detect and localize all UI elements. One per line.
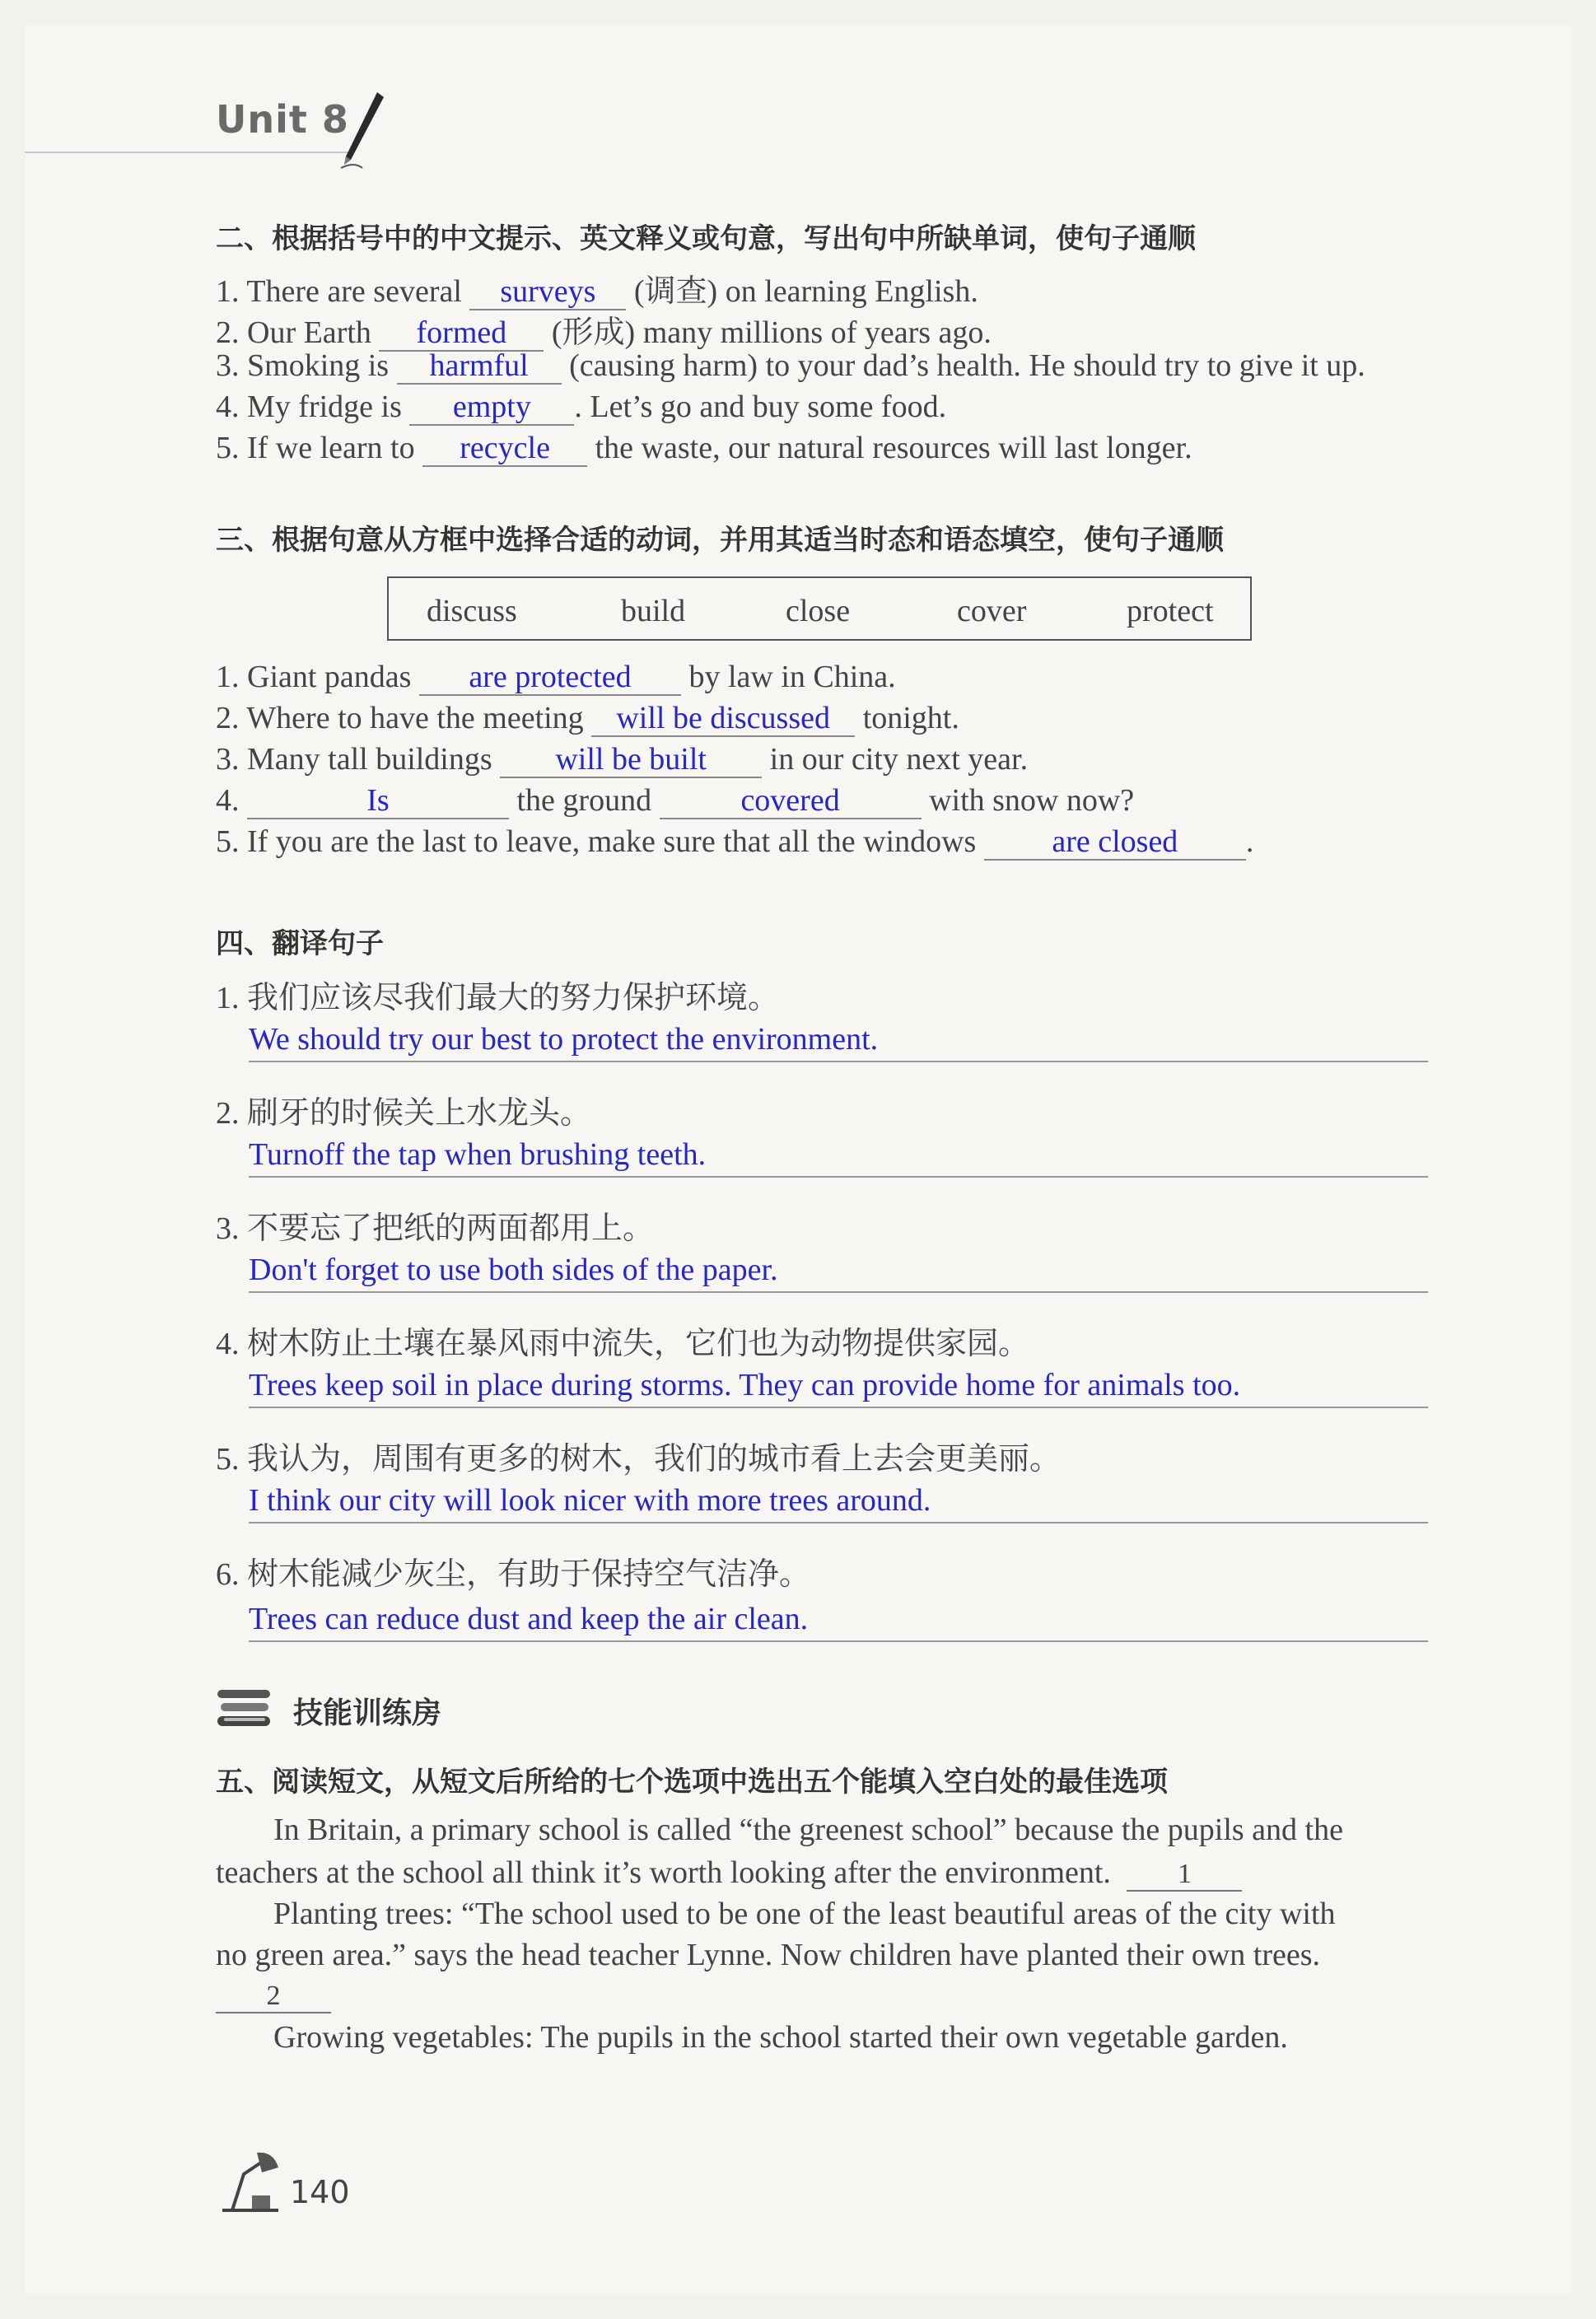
s2-item-5-after: the waste, our natural resources will last longer. bbox=[595, 431, 1192, 465]
s3-item-1 bbox=[216, 659, 896, 696]
s2-item-1-before: 1. There are several bbox=[216, 274, 462, 309]
s3-item-3-answer: will be built bbox=[500, 744, 762, 778]
s2-item-4 bbox=[216, 389, 946, 426]
skills-title: 技能训练房 bbox=[293, 1696, 442, 1730]
unit-title: Unit 8 bbox=[216, 97, 349, 142]
s3-item-2-answer: will be discussed bbox=[591, 702, 855, 737]
s3-item-3 bbox=[216, 741, 1028, 778]
word-close: close bbox=[786, 594, 851, 628]
s5-blank-2: 2 bbox=[216, 1981, 331, 2013]
s4-answer-1-rule bbox=[249, 1061, 1428, 1062]
s4-answer-4-rule bbox=[249, 1407, 1428, 1408]
s3-item-5 bbox=[216, 824, 1253, 861]
s3-item-4-answer1: Is bbox=[247, 785, 509, 819]
s4-question-1: 1. 我们应该尽我们最大的努力保护环境。 bbox=[216, 981, 780, 1015]
s2-item-3-answer: harmful bbox=[397, 350, 562, 385]
s2-item-1 bbox=[216, 265, 978, 310]
s4-question-2: 2. 刷牙的时候关上水龙头。 bbox=[216, 1096, 592, 1131]
s3-item-2 bbox=[216, 700, 959, 737]
word-build: build bbox=[621, 594, 686, 628]
s2-item-3-before: 3. Smoking is bbox=[216, 348, 390, 383]
s5-para2-line1: Planting trees: “The school used to be one of the least beautiful areas of the city with bbox=[273, 1897, 1336, 1931]
s4-answer-6: Trees can reduce dust and keep the air clean. bbox=[249, 1602, 809, 1636]
s3-item-4 bbox=[216, 782, 1134, 819]
s4-answer-3-rule bbox=[249, 1291, 1428, 1293]
s2-item-5 bbox=[216, 430, 1192, 467]
s2-item-2 bbox=[216, 306, 992, 352]
s3-item-3-after: in our city next year. bbox=[769, 742, 1029, 777]
word-protect: protect bbox=[1127, 594, 1214, 628]
s5-blank-1: 1 bbox=[1127, 1859, 1242, 1892]
s3-item-5-answer: are closed bbox=[984, 826, 1246, 861]
s2-item-4-before: 4. My fridge is bbox=[216, 390, 402, 424]
s3-item-1-answer: are protected bbox=[419, 661, 681, 696]
page-number: 140 bbox=[290, 2174, 350, 2210]
s2-item-4-answer: empty bbox=[409, 391, 574, 426]
s4-question-4: 4. 树木防止土壤在暴风雨中流失，它们也为动物提供家园。 bbox=[216, 1327, 1030, 1361]
s2-item-2-after: (形成) many millions of years ago. bbox=[551, 315, 992, 350]
s4-answer-5: I think our city will look nicer with more trees around. bbox=[249, 1483, 931, 1518]
s4-answer-2-rule bbox=[249, 1176, 1428, 1178]
pen-icon bbox=[338, 89, 387, 171]
s3-item-5-after: . bbox=[1245, 824, 1254, 859]
skills-stack-icon bbox=[216, 1687, 272, 1733]
s3-item-5-before: 5. If you are the last to leave, make sure that all the windows bbox=[216, 824, 977, 859]
s4-question-3: 3. 不要忘了把纸的两面都用上。 bbox=[216, 1211, 655, 1246]
s3-item-4-num: 4. bbox=[216, 783, 240, 818]
s4-answer-4: Trees keep soil in place during storms. They can provide home for animals too. bbox=[249, 1368, 1241, 1402]
s4-answer-2: Turnoff the tap when brushing teeth. bbox=[249, 1137, 707, 1172]
s3-item-1-before: 1. Giant pandas bbox=[216, 660, 412, 694]
word-cover: cover bbox=[957, 594, 1027, 628]
s3-item-3-before: 3. Many tall buildings bbox=[216, 742, 492, 777]
word-box bbox=[387, 576, 1252, 641]
s2-item-1-answer: surveys bbox=[469, 276, 626, 310]
s4-answer-5-rule bbox=[249, 1522, 1428, 1523]
s2-item-2-answer: formed bbox=[379, 317, 544, 352]
s3-item-2-after: tonight. bbox=[862, 701, 959, 735]
s2-item-3-after: (causing harm) to your dad’s health. He should try to give it up. bbox=[569, 348, 1365, 383]
s5-para2-line2: no green area.” says the head teacher Lynne. Now children have planted their own trees. bbox=[216, 1938, 1321, 1972]
s4-answer-1: We should try our best to protect the environment. bbox=[249, 1022, 879, 1057]
desk-lamp-icon bbox=[216, 2149, 285, 2215]
s2-item-4-after: . Let’s go and buy some food. bbox=[574, 390, 947, 424]
section5-title: 五、阅读短文，从短文后所给的七个选项中选出五个能填入空白处的最佳选项 bbox=[216, 1766, 1168, 1799]
s2-item-5-answer: recycle bbox=[422, 432, 587, 467]
s4-question-5: 5. 我认为，周围有更多的树木，我们的城市看上去会更美丽。 bbox=[216, 1442, 1062, 1477]
s3-item-2-before: 2. Where to have the meeting bbox=[216, 701, 584, 735]
s3-item-4-after: with snow now? bbox=[929, 783, 1135, 818]
word-discuss: discuss bbox=[427, 594, 517, 628]
header-rule bbox=[25, 152, 354, 153]
section3-title: 三、根据句意从方框中选择合适的动词，并用其适当时态和语态填空，使句子通顺 bbox=[216, 524, 1224, 557]
s5-para1-line2 bbox=[216, 1855, 1242, 1892]
s5-para3: Growing vegetables: The pupils in the school started their own vegetable garden. bbox=[273, 2020, 1288, 2055]
s2-item-3 bbox=[216, 348, 1365, 385]
s3-item-4-answer2: covered bbox=[660, 785, 922, 819]
section4-title: 四、翻译句子 bbox=[216, 927, 384, 960]
s2-item-2-before: 2. Our Earth bbox=[216, 315, 371, 350]
s3-item-1-after: by law in China. bbox=[688, 660, 896, 694]
section2-title: 二、根据括号中的中文提示、英文释义或句意，写出句中所缺单词，使句子通顺 bbox=[216, 222, 1196, 255]
s2-item-5-before: 5. If we learn to bbox=[216, 431, 415, 465]
s5-blank-2-wrap bbox=[216, 1976, 331, 2013]
s3-item-4-middle: the ground bbox=[516, 783, 652, 818]
s4-question-6: 6. 树木能减少灰尘，有助于保持空气洁净。 bbox=[216, 1557, 811, 1592]
s4-answer-6-rule bbox=[249, 1640, 1428, 1642]
s5-para1-line2-text: teachers at the school all think it’s worth looking after the environment. bbox=[216, 1855, 1111, 1890]
s4-answer-3: Don't forget to use both sides of the paper. bbox=[249, 1253, 778, 1287]
s5-para1-line1: In Britain, a primary school is called “the greenest school” because the pupils and the bbox=[273, 1813, 1343, 1847]
s2-item-1-after: (调查) on learning English. bbox=[633, 274, 978, 309]
